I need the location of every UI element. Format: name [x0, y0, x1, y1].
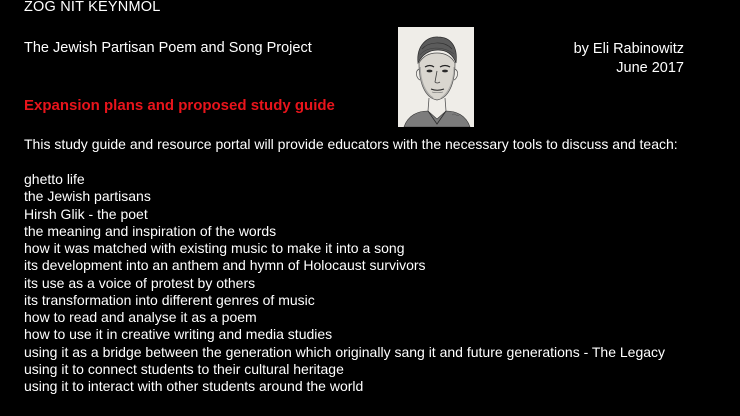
list-item: its development into an anthem and hymn of Holocaust survivors: [24, 257, 426, 274]
list-item: its use as a voice of protest by others: [24, 274, 256, 291]
list-item: ghetto life: [24, 171, 85, 187]
list-item: how it was matched with existing music to make it into a song: [24, 240, 405, 256]
section-heading: Expansion plans and proposed study guide: [24, 97, 335, 114]
list-item: Hirsh Glik - the poet: [24, 205, 148, 222]
project-title: The Jewish Partisan Poem and Song Project: [24, 40, 312, 56]
intro-paragraph: This study guide and resource portal will provide educators with the necessary tools to discuss and teach:: [24, 136, 678, 152]
list-item: how to use it in creative writing and media studies: [24, 326, 333, 343]
list-item: how to read and analyse it as a poem: [24, 309, 257, 325]
list-item: the Jewish partisans: [24, 188, 151, 205]
list-item: its transformation into different genres of music: [24, 291, 315, 308]
list-item: using it as a bridge between the generation which originally sang it and future generations - The Legacy: [24, 343, 666, 360]
portrait-sketch-image: [398, 27, 474, 127]
list-item: the meaning and inspiration of the words: [24, 222, 277, 239]
presentation-date: June 2017: [616, 60, 684, 76]
topic-list: [24, 171, 665, 395]
list-item: using it to connect students to their cultural heritage: [24, 360, 344, 377]
list-item: using it to interact with other students around the world: [24, 378, 364, 394]
author-block: [574, 40, 684, 78]
author-name: by Eli Rabinowitz: [573, 41, 684, 57]
slide-title: ZOG NIT KEYNMOL: [24, 0, 161, 15]
